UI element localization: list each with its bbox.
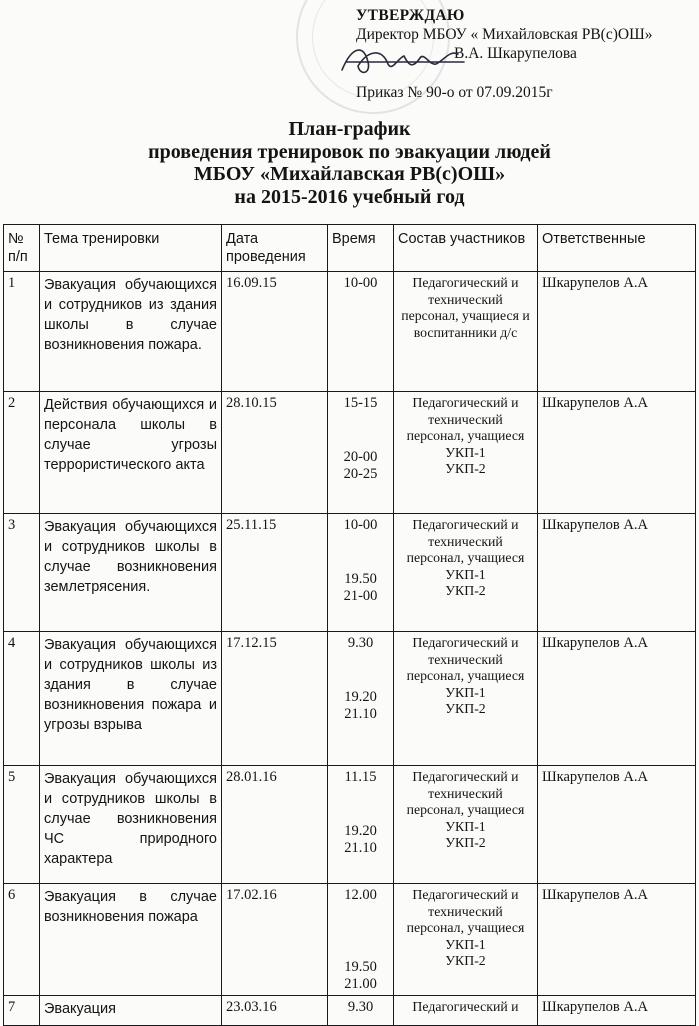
participants-ukp2: УКП-2 — [445, 461, 486, 476]
cell-num: 2 — [4, 392, 40, 514]
title-line: МБОУ «Михайлавская РВ(с)ОШ» — [193, 163, 506, 185]
cell-responsible: Шкарупелов А.А — [538, 392, 696, 514]
participants-ukp2: УКП-2 — [445, 953, 486, 968]
cell-num: 4 — [4, 632, 40, 766]
time-rest: 19.20 21.10 — [344, 822, 377, 856]
cell-topic: Эвакуация в случае возникновения пожара — [40, 884, 222, 996]
header-responsible: Ответственные — [538, 225, 696, 272]
time-first: 9.30 — [347, 635, 374, 651]
title-line: на 2015-2016 учебный год — [234, 185, 465, 208]
approval-position: Директор МБОУ « Михайловская РВ(с)ОШ» — [356, 26, 653, 43]
table-row — [4, 766, 696, 884]
cell-num: 5 — [4, 766, 40, 884]
participants-ukp1: УКП-1 — [445, 818, 486, 834]
handwritten-signature — [338, 40, 468, 80]
cell-time — [328, 392, 394, 514]
table-row — [4, 392, 696, 514]
participants-main: Педагогический и технический персонал, учащиеся — [406, 395, 525, 443]
approval-order: Приказ № 90-о от 07.09.2015г — [356, 84, 553, 101]
participants-ukp1: УКП-1 — [445, 936, 486, 952]
title-line: проведения тренировок по эвакуации людей — [148, 140, 551, 163]
time-first: 10-00 — [343, 517, 378, 533]
participants-ukp2: УКП-2 — [445, 701, 486, 716]
cell-responsible: Шкарупелов А.А — [538, 766, 696, 884]
table-row — [4, 514, 696, 632]
cell-num: 1 — [4, 272, 40, 392]
cell-time — [328, 272, 394, 392]
spacer — [332, 653, 389, 689]
cell-date: 17.02.16 — [222, 884, 328, 996]
cell-date: 28.10.15 — [222, 392, 328, 514]
cell-participants — [394, 996, 538, 1026]
header-topic: Тема тренировки — [40, 225, 222, 272]
spacer — [332, 787, 389, 823]
cell-time — [328, 766, 394, 884]
participants-main: Педагогический и технический персонал, учащиеся — [406, 517, 525, 565]
cell-date: 17.12.15 — [222, 632, 328, 766]
cell-responsible: Шкарупелов А.А — [538, 996, 696, 1026]
document-title — [0, 118, 699, 208]
cell-time — [328, 632, 394, 766]
cell-responsible: Шкарупелов А.А — [538, 884, 696, 996]
participants-main: Педагогический и технический персонал, учащиеся — [406, 887, 525, 935]
cell-responsible: Шкарупелов А.А — [538, 632, 696, 766]
participants-ukp1: УКП-1 — [445, 444, 486, 460]
cell-num: 3 — [4, 514, 40, 632]
table-row — [4, 996, 696, 1026]
header-date: Дата проведения — [222, 225, 328, 272]
cell-responsible: Шкарупелов А.А — [538, 272, 696, 392]
table-row — [4, 632, 696, 766]
spacer — [332, 535, 389, 571]
time-first: 10-00 — [343, 275, 378, 291]
cell-date: 25.11.15 — [222, 514, 328, 632]
cell-time — [328, 996, 394, 1026]
cell-participants — [394, 392, 538, 514]
cell-responsible: Шкарупелов А.А — [538, 514, 696, 632]
cell-topic: Действия обучающихся и персонала школы в случае угрозы террористического акта — [40, 392, 222, 514]
cell-participants — [394, 272, 538, 392]
header-time: Время — [328, 225, 394, 272]
schedule-table — [3, 224, 696, 1026]
participants-main: Педагогический и технический персонал, учащиеся — [406, 769, 525, 817]
cell-num: 7 — [4, 996, 40, 1026]
cell-participants — [394, 766, 538, 884]
time-first: 15-15 — [343, 395, 378, 411]
participants-ukp1: УКП-1 — [445, 684, 486, 700]
approval-title: УТВЕРЖДАЮ — [356, 7, 465, 24]
header-num: № п/п — [4, 225, 40, 272]
approval-name: В.А. Шкарупелова — [454, 45, 577, 62]
cell-date: 23.03.16 — [222, 996, 328, 1026]
participants-ukp2: УКП-2 — [445, 835, 486, 850]
cell-date: 16.09.15 — [222, 272, 328, 392]
time-rest: 20-00 20-25 — [343, 448, 378, 482]
table-header-row — [4, 225, 696, 272]
cell-participants — [394, 884, 538, 996]
time-first: 12.00 — [344, 887, 377, 903]
participants-main: Педагогический и технический персонал, учащиеся — [406, 635, 525, 683]
participants-ukp1: УКП-1 — [445, 566, 486, 582]
participants-main: Педагогический и технический персонал, учащиеся и воспитанники д/с — [401, 275, 530, 340]
spacer — [332, 413, 389, 449]
cell-topic: Эвакуация — [40, 996, 222, 1026]
time-rest: 19.20 21.10 — [344, 688, 377, 722]
time-first: 9.30 — [347, 999, 374, 1015]
cell-time — [328, 884, 394, 996]
time-rest: 19.50 21-00 — [343, 570, 378, 604]
participants-main: Педагогический и — [412, 999, 519, 1014]
time-first: 11.15 — [344, 769, 377, 785]
spacer — [332, 905, 389, 959]
title-line: План-график — [288, 118, 411, 140]
cell-topic: Эвакуация обучающихся и сотрудников школы из здания в случае возникновения пожара и угрозы взрыва — [40, 632, 222, 766]
cell-topic: Эвакуация обучающихся и сотрудников школы в случае возникновения землетрясения. — [40, 514, 222, 632]
cell-participants — [394, 632, 538, 766]
table-row — [4, 272, 696, 392]
cell-topic: Эвакуация обучающихся и сотрудников школы в случае возникновения ЧС природного характера — [40, 766, 222, 884]
cell-time — [328, 514, 394, 632]
cell-topic: Эвакуация обучающихся и сотрудников из здания школы в случае возникновения пожара. — [40, 272, 222, 392]
participants-ukp2: УКП-2 — [445, 583, 486, 598]
cell-num: 6 — [4, 884, 40, 996]
header-participants: Состав участников — [394, 225, 538, 272]
time-rest: 19.50 21.00 — [344, 958, 377, 992]
table-row — [4, 884, 696, 996]
cell-participants — [394, 514, 538, 632]
cell-date: 28.01.16 — [222, 766, 328, 884]
